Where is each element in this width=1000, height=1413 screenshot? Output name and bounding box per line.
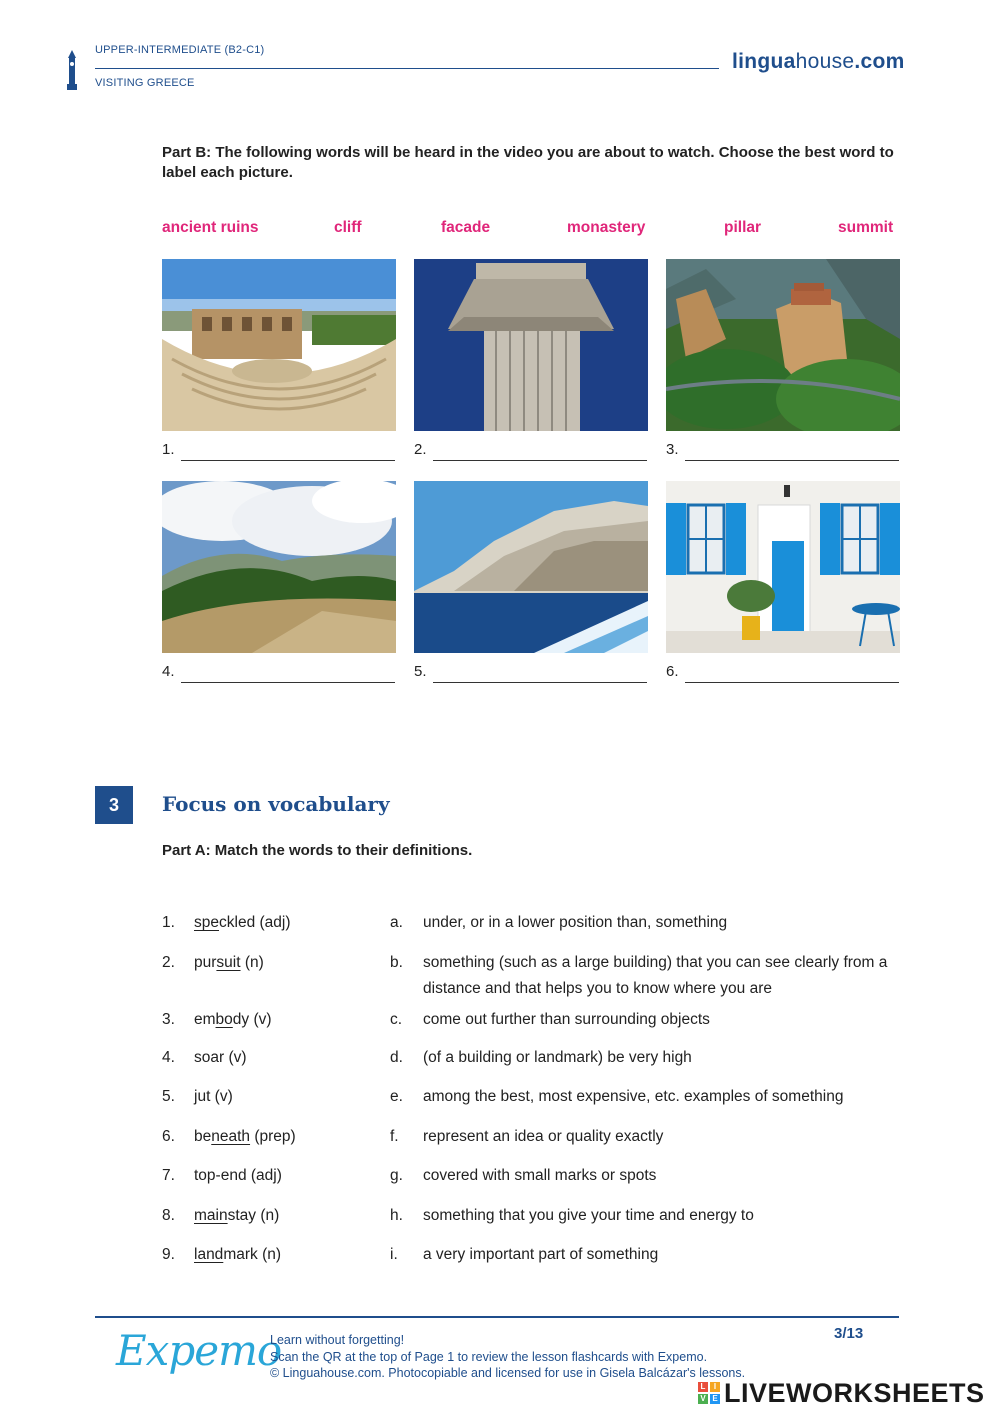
photo-cliff <box>414 481 648 653</box>
word-bank-item: monastery <box>567 219 646 236</box>
definition: covered with small marks or spots <box>423 1167 657 1184</box>
section-number-badge: 3 <box>95 786 133 824</box>
liveworksheets-icon: L I V E <box>698 1382 720 1404</box>
section-title: Focus on vocabulary <box>162 792 390 816</box>
vocab-term: embody (v) <box>194 1011 272 1028</box>
answer-blank-6[interactable] <box>685 682 899 683</box>
vocab-term: landmark (n) <box>194 1246 282 1263</box>
answer-blank-5[interactable] <box>433 682 647 683</box>
word-bank-item: ancient ruins <box>162 219 259 236</box>
definition: represent an idea or quality exactly <box>423 1128 664 1145</box>
blank-number: 2. <box>414 441 427 458</box>
answer-blank-3[interactable] <box>685 460 899 461</box>
definition: something that you give your time and energy to <box>423 1207 754 1224</box>
photo-monastery <box>666 259 900 431</box>
definition: something (such as a large building) that you can see clearly from a distance and that helps you to know where you are <box>423 954 888 997</box>
answer-blank-2[interactable] <box>433 460 647 461</box>
footer-rule <box>95 1316 899 1318</box>
page-number: 3/13 <box>834 1325 864 1342</box>
footer-tagline: Learn without forgetting! <box>270 1333 405 1347</box>
word-bank-item: cliff <box>334 219 362 236</box>
footer-copyright: © Linguahouse.com. Photocopiable and licensed for use in Gisela Balcázar's lessons. <box>270 1366 746 1380</box>
definition: come out further than surrounding objects <box>423 1011 710 1028</box>
footer-qr-note: Scan the QR at the top of Page 1 to review the lesson flashcards with Expemo. <box>270 1350 708 1364</box>
vocab-term: soar (v) <box>194 1049 247 1066</box>
vocab-term: mainstay (n) <box>194 1207 280 1224</box>
big-ben-icon <box>66 50 78 90</box>
vocab-term: beneath (prep) <box>194 1128 296 1145</box>
vocab-term: jut (v) <box>194 1088 233 1105</box>
linguahouse-logo[interactable]: linguahouse.com <box>732 50 905 73</box>
vocab-term: top-end (adj) <box>194 1167 282 1184</box>
definition: under, or in a lower position than, something <box>423 914 728 931</box>
photo-ancient-theatre <box>162 259 396 431</box>
partb-instruction: Part B: The following words will be heard in the video you are about to watch. Choose the best word to label each picture. <box>162 144 894 181</box>
vocab-term: pursuit (n) <box>194 954 264 971</box>
liveworksheets-watermark[interactable]: LIVEWORKSHEETS <box>724 1378 985 1408</box>
lesson-topic: VISITING GREECE <box>95 77 195 89</box>
blank-number: 5. <box>414 663 427 680</box>
course-level: UPPER-INTERMEDIATE (B2-C1) <box>95 44 265 56</box>
definition: among the best, most expensive, etc. examples of something <box>423 1088 844 1105</box>
photo-pillar <box>414 259 648 431</box>
vocab-term: speckled (adj) <box>194 914 291 931</box>
answer-blank-4[interactable] <box>181 682 395 683</box>
blank-number: 1. <box>162 441 175 458</box>
blank-number: 6. <box>666 663 679 680</box>
answer-blank-1[interactable] <box>181 460 395 461</box>
blank-number: 4. <box>162 663 175 680</box>
photo-facade <box>666 481 900 653</box>
header-rule <box>95 68 719 69</box>
photo-summit <box>162 481 396 653</box>
word-bank-item: summit <box>838 219 894 236</box>
word-bank-item: pillar <box>724 219 762 236</box>
word-bank-item: facade <box>441 219 491 236</box>
parta-instruction: Part A: Match the words to their definitions. <box>162 842 473 859</box>
definition: (of a building or landmark) be very high <box>423 1049 692 1066</box>
definition: a very important part of something <box>423 1246 659 1263</box>
blank-number: 3. <box>666 441 679 458</box>
expemo-logo[interactable]: Expemo <box>116 1326 282 1375</box>
